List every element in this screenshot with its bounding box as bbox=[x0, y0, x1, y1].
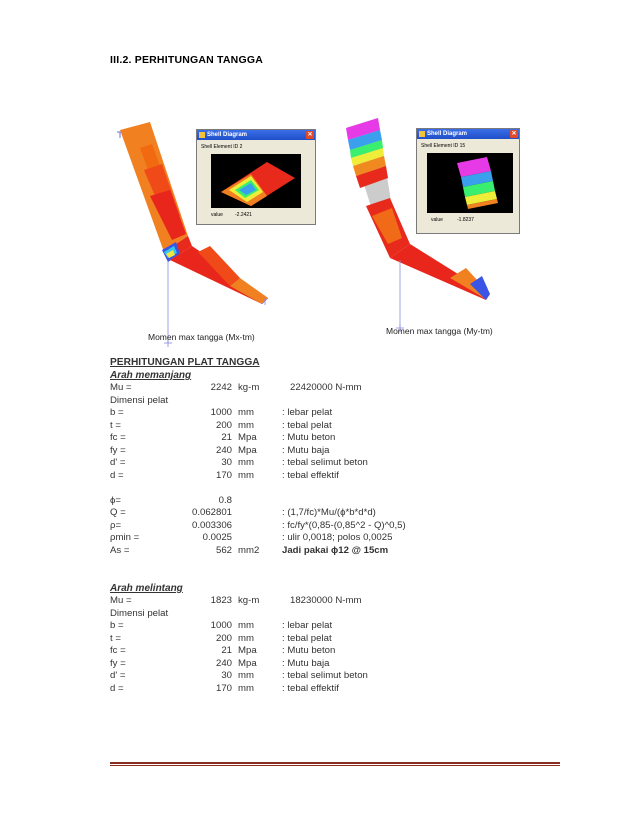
shell-contour-canvas bbox=[211, 154, 301, 208]
row-note: : Mutu beton bbox=[282, 432, 336, 443]
row-value: 200 bbox=[215, 632, 232, 644]
row-label: d = bbox=[110, 682, 124, 694]
shell-contour-canvas bbox=[427, 153, 513, 213]
param-row bbox=[110, 407, 530, 420]
mu-row bbox=[110, 595, 530, 608]
as-row bbox=[110, 545, 530, 558]
row-unit: mm bbox=[238, 682, 254, 694]
param-row bbox=[110, 495, 530, 508]
element-label: Shell Element ID 2 bbox=[201, 144, 243, 150]
row-label: d' = bbox=[110, 457, 126, 468]
row-unit: mm2 bbox=[238, 544, 260, 556]
dimensi-row bbox=[110, 608, 530, 621]
shell-diagram-dialog-right bbox=[416, 128, 520, 234]
row-label: d = bbox=[110, 469, 124, 481]
row-note: : fc/fy*(0,85-(0,85^2 - Q)^0,5) bbox=[282, 519, 406, 531]
param-row bbox=[110, 633, 530, 646]
row-note: : Mutu baja bbox=[282, 444, 330, 456]
row-unit: mm bbox=[238, 620, 254, 631]
row-unit: mm bbox=[238, 469, 254, 481]
row-label: t = bbox=[110, 632, 121, 644]
dialog-title: Shell Diagram bbox=[427, 131, 468, 137]
row-label: ρmin = bbox=[110, 532, 140, 543]
row-note: : tebal effektif bbox=[282, 469, 339, 481]
row-value: 0.0025 bbox=[202, 532, 232, 543]
row-note: : Mutu beton bbox=[282, 645, 336, 656]
value-readout: -1.8237 bbox=[457, 217, 474, 223]
left-caption: Momen max tangga (Mx-tm) bbox=[148, 332, 255, 342]
close-icon[interactable]: ✕ bbox=[511, 131, 517, 137]
row-unit: Mpa bbox=[238, 432, 257, 443]
row-value: 0.062801 bbox=[191, 507, 232, 518]
row-label: fc = bbox=[110, 432, 126, 443]
row-note: : Mutu baja bbox=[282, 657, 330, 669]
row-label: ϕ= bbox=[110, 494, 121, 506]
row-value: 1823 bbox=[210, 595, 232, 606]
dimensi-row bbox=[110, 395, 530, 408]
row-note: : tebal selimut beton bbox=[282, 670, 368, 681]
param-row bbox=[110, 445, 530, 458]
row-converted: 22420000 N-mm bbox=[290, 382, 362, 393]
row-note: : tebal pelat bbox=[282, 632, 332, 644]
row-value: 1000 bbox=[210, 620, 232, 631]
row-label: Mu = bbox=[110, 595, 132, 606]
param-row bbox=[110, 420, 530, 433]
row-label: Dimensi pelat bbox=[110, 607, 169, 619]
row-unit: mm bbox=[238, 407, 254, 418]
row-value: 30 bbox=[221, 670, 232, 681]
row-unit: kg-m bbox=[238, 382, 260, 393]
param-row bbox=[110, 470, 530, 483]
row-note: : lebar pelat bbox=[282, 620, 333, 631]
page-heading: III.2. PERHITUNGAN TANGGA bbox=[110, 54, 263, 66]
footer-rule bbox=[110, 762, 560, 764]
row-label: fy = bbox=[110, 657, 126, 669]
row-value: 0.003306 bbox=[191, 519, 232, 531]
row-value: 170 bbox=[215, 682, 232, 694]
row-label: Mu = bbox=[110, 382, 132, 393]
section-heading: Arah melintang bbox=[110, 583, 183, 594]
row-unit: mm bbox=[238, 632, 254, 644]
row-unit: mm bbox=[238, 670, 254, 681]
row-label: Q = bbox=[110, 507, 126, 518]
row-value: 562 bbox=[215, 544, 232, 556]
row-label: t = bbox=[110, 419, 121, 431]
section-heading: Arah memanjang bbox=[110, 370, 192, 381]
row-unit: mm bbox=[238, 457, 254, 468]
param-row bbox=[110, 658, 530, 671]
row-note: : tebal effektif bbox=[282, 682, 339, 694]
row-label: d' = bbox=[110, 670, 126, 681]
row-label: b = bbox=[110, 407, 124, 418]
row-note: : tebal pelat bbox=[282, 419, 332, 431]
row-value: 200 bbox=[215, 419, 232, 431]
row-note: Jadi pakai ϕ12 @ 15cm bbox=[282, 544, 389, 556]
row-value: 240 bbox=[215, 444, 232, 456]
param-row bbox=[110, 620, 530, 633]
param-row bbox=[110, 507, 530, 520]
row-label: Dimensi pelat bbox=[110, 394, 169, 406]
row-label: fc = bbox=[110, 645, 126, 656]
param-row bbox=[110, 683, 530, 696]
row-value: 170 bbox=[215, 469, 232, 481]
app-icon bbox=[419, 131, 425, 137]
value-readout: -2.2421 bbox=[235, 212, 252, 218]
param-row bbox=[110, 532, 530, 545]
row-unit: kg-m bbox=[238, 595, 260, 606]
element-label: Shell Element ID 15 bbox=[421, 143, 466, 149]
shell-diagram-dialog-left bbox=[196, 129, 316, 225]
app-icon bbox=[199, 132, 205, 138]
row-note: : ulir 0,0018; polos 0,0025 bbox=[282, 532, 393, 543]
row-note: : tebal selimut beton bbox=[282, 457, 368, 468]
row-note: : (1,7/fc)*Mu/(ϕ*b*d*d) bbox=[282, 507, 376, 518]
row-label: fy = bbox=[110, 444, 126, 456]
row-unit: mm bbox=[238, 419, 254, 431]
row-unit: Mpa bbox=[238, 444, 257, 456]
calc-title: PERHITUNGAN PLAT TANGGA bbox=[110, 357, 260, 368]
row-value: 2242 bbox=[210, 382, 232, 393]
stair-plate-calculation bbox=[110, 356, 530, 695]
row-unit: Mpa bbox=[238, 645, 257, 656]
row-unit: Mpa bbox=[238, 657, 257, 669]
row-value: 21 bbox=[221, 432, 232, 443]
close-icon[interactable]: ✕ bbox=[307, 132, 313, 138]
row-note: : lebar pelat bbox=[282, 407, 333, 418]
value-label: value bbox=[211, 212, 223, 218]
row-label: b = bbox=[110, 620, 124, 631]
dialog-title: Shell Diagram bbox=[207, 132, 248, 138]
param-row bbox=[110, 432, 530, 445]
row-value: 1000 bbox=[210, 407, 232, 418]
right-caption: Momen max tangga (My-tm) bbox=[386, 326, 493, 336]
row-value: 21 bbox=[221, 645, 232, 656]
stair-moment-figure bbox=[110, 118, 520, 356]
param-row bbox=[110, 520, 530, 533]
param-row bbox=[110, 645, 530, 658]
row-label: As = bbox=[110, 544, 130, 556]
param-row bbox=[110, 670, 530, 683]
mu-row bbox=[110, 382, 530, 395]
row-label: ρ= bbox=[110, 519, 122, 531]
row-value: 0.8 bbox=[218, 494, 232, 506]
row-value: 240 bbox=[215, 657, 232, 669]
param-row bbox=[110, 457, 530, 470]
value-label: value bbox=[431, 217, 443, 223]
footer-rule-thin bbox=[110, 765, 560, 766]
row-value: 30 bbox=[221, 457, 232, 468]
row-converted: 18230000 N-mm bbox=[290, 595, 362, 606]
